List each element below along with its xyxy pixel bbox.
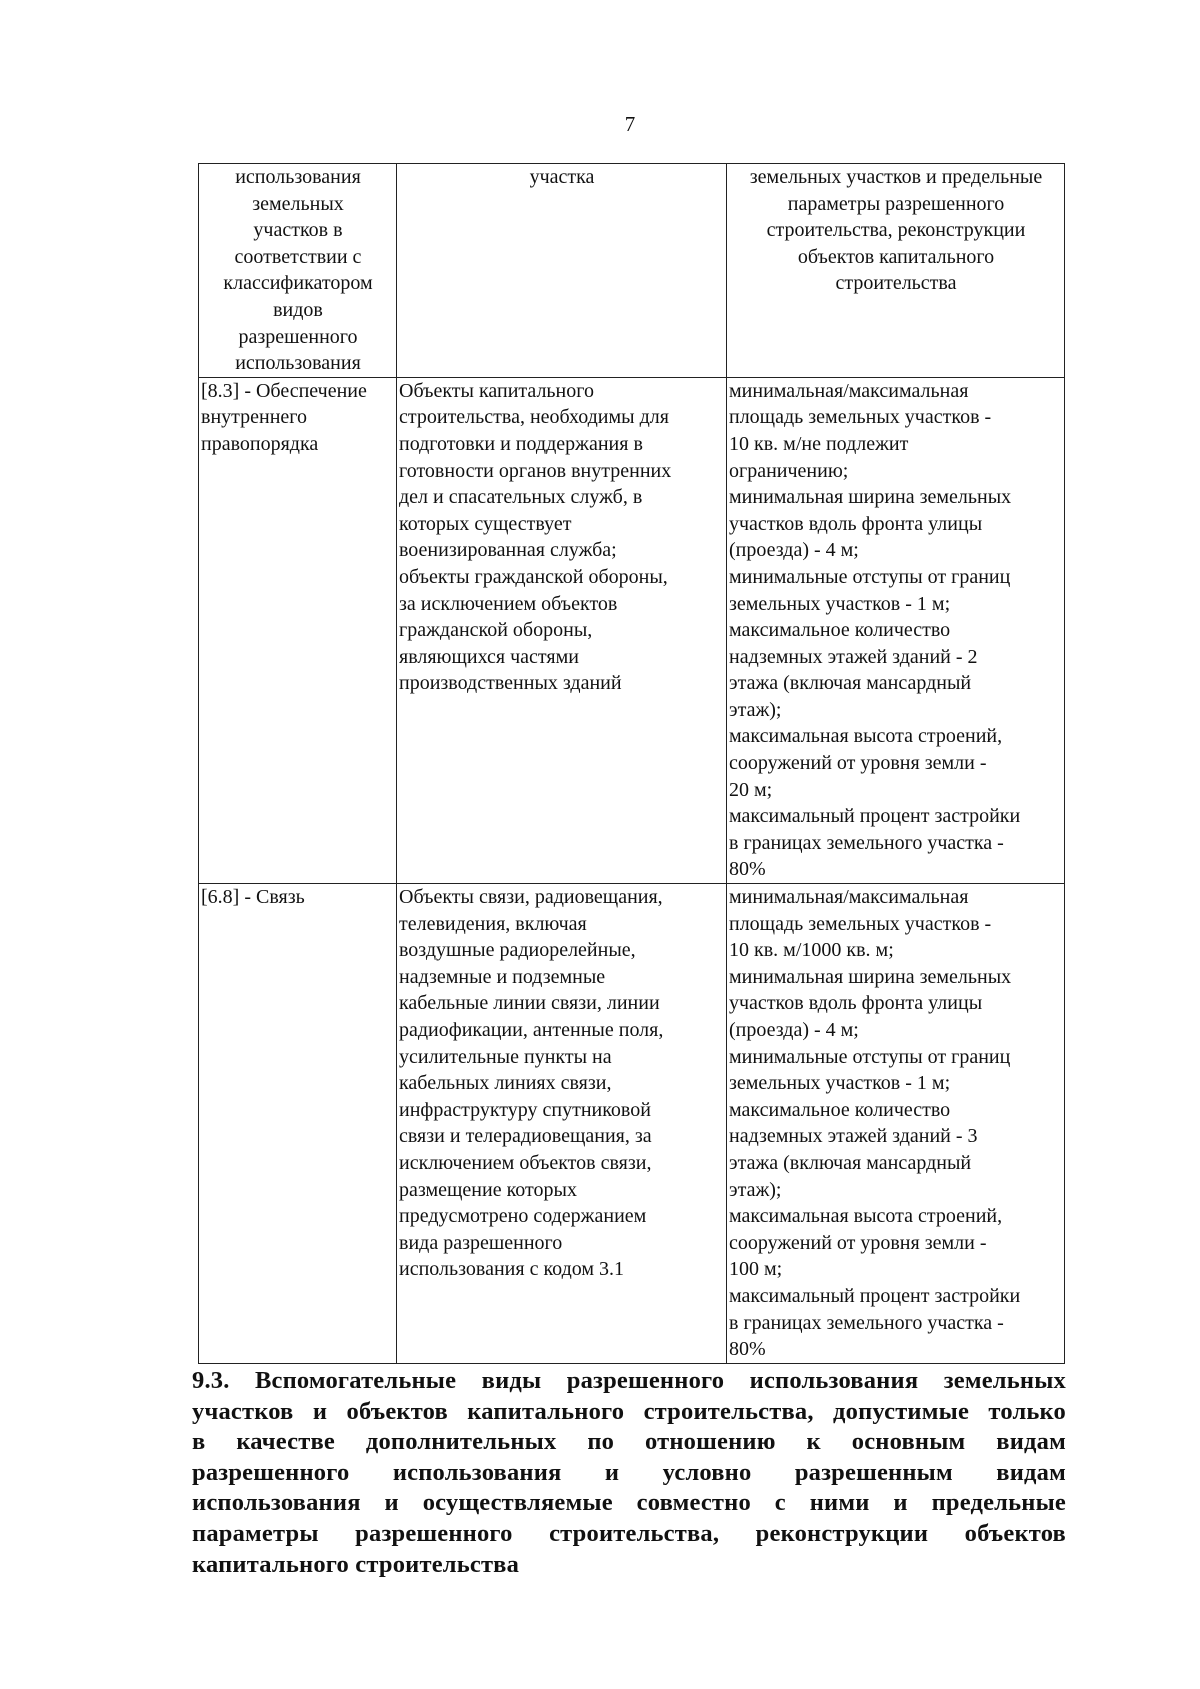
cell-text xyxy=(201,378,395,458)
cell-line: минимальная/максимальная xyxy=(729,886,969,909)
cell-code xyxy=(199,884,397,1364)
cell-line: минимальная/максимальная xyxy=(729,379,969,402)
cell-line: воздушные радиорелейные, xyxy=(399,939,636,962)
cell-line: (проезда) - 4 м; xyxy=(729,1019,859,1041)
heading-line: разрешенного использования и условно разрешенным видам xyxy=(192,1458,1066,1486)
cell-line: правопорядка xyxy=(201,432,319,455)
cell-line: строительства, реконструкции xyxy=(766,219,1026,242)
cell-line: максимальная высота строений, xyxy=(729,725,1003,748)
section-heading xyxy=(192,1366,1066,1580)
cell-line: параметры разрешенного xyxy=(787,192,1005,215)
cell-line: кабельных линиях связи, xyxy=(399,1072,612,1095)
header-cell-parameters xyxy=(727,164,1065,378)
cell-line: классификатором xyxy=(223,272,373,295)
cell-line: сооружений от уровня земли - xyxy=(729,752,987,775)
table-row xyxy=(199,377,1065,883)
cell-text xyxy=(729,884,1063,1363)
cell-description xyxy=(397,377,727,883)
cell-line: использования xyxy=(235,166,361,188)
cell-line: 80% xyxy=(729,858,766,881)
cell-line: площадь земельных участков - xyxy=(729,406,992,429)
cell-description xyxy=(397,884,727,1364)
cell-line: инфраструктуру спутниковой xyxy=(399,1098,651,1121)
cell-line: 20 м; xyxy=(729,778,773,801)
cell-line: минимальная ширина земельных xyxy=(729,486,1012,509)
cell-line: телевидения, включая xyxy=(399,912,587,935)
cell-line: кабельные линии связи, линии xyxy=(399,992,660,1015)
cell-line: максимальный процент застройки xyxy=(729,805,1021,828)
cell-line: внутреннего xyxy=(201,406,307,429)
cell-line: подготовки и поддержания в xyxy=(399,432,643,455)
cell-line: строительства xyxy=(835,272,957,295)
cell-line: этаж); xyxy=(729,698,782,721)
cell-line: сооружений от уровня земли - xyxy=(729,1231,987,1254)
cell-line: участков в xyxy=(253,219,343,242)
cell-line: предусмотрено содержанием xyxy=(399,1205,647,1228)
cell-line: [6.8] - Связь xyxy=(201,886,305,909)
cell-line: 100 м; xyxy=(729,1258,783,1281)
cell-line: этаж); xyxy=(729,1178,782,1201)
cell-line: максимальное количество xyxy=(729,619,951,642)
table-header-row xyxy=(199,164,1065,378)
cell-text xyxy=(201,164,395,377)
cell-line: являющихся частями xyxy=(399,645,579,668)
cell-line: которых существует xyxy=(399,512,572,535)
cell-line: этажа (включая мансардный xyxy=(729,1151,972,1174)
cell-line: участков вдоль фронта улицы xyxy=(729,992,983,1015)
cell-line: участков вдоль фронта улицы xyxy=(729,512,983,535)
cell-line: Объекты капитального xyxy=(399,379,594,402)
cell-line: строительства, необходимы для xyxy=(399,406,669,429)
cell-line: минимальная ширина земельных xyxy=(729,965,1012,988)
heading-line: использования и осуществляемые совместно с ними и предельные xyxy=(192,1489,1066,1517)
cell-line: соответствии с xyxy=(234,245,362,268)
cell-line: усилительные пункты на xyxy=(399,1045,612,1068)
cell-text xyxy=(399,884,725,1283)
cell-line: минимальные отступы от границ xyxy=(729,565,1011,588)
cell-text xyxy=(399,378,725,697)
table-row xyxy=(199,884,1065,1364)
cell-line: 10 кв. м/1000 кв. м; xyxy=(729,939,894,962)
cell-line: ограничению; xyxy=(729,459,849,482)
header-cell-land-use-kind xyxy=(199,164,397,378)
cell-line: объектов капитального xyxy=(797,245,995,268)
cell-line: минимальные отступы от границ xyxy=(729,1045,1011,1068)
heading-line: капитального строительства xyxy=(192,1550,520,1578)
cell-line: дел и спасательных служб, в xyxy=(399,486,643,509)
cell-line: связи и телерадиовещания, за xyxy=(399,1125,652,1148)
cell-line: размещение которых xyxy=(399,1178,577,1201)
cell-line: Объекты связи, радиовещания, xyxy=(399,886,663,909)
cell-line: исключением объектов связи, xyxy=(399,1151,652,1174)
heading-line: участков и объектов капитального строительства, допустимые только xyxy=(192,1397,1066,1425)
cell-line: земельных участков - 1 м; xyxy=(729,1072,951,1095)
cell-line: площадь земельных участков - xyxy=(729,912,992,935)
cell-text xyxy=(399,164,725,191)
cell-line: участка xyxy=(529,166,595,188)
heading-line: параметры разрешенного строительства, реконструкции объектов xyxy=(192,1519,1066,1547)
cell-line: вида разрешенного xyxy=(399,1231,563,1254)
cell-line: максимальная высота строений, xyxy=(729,1205,1003,1228)
cell-line: за исключением объектов xyxy=(399,592,618,615)
cell-line: земельных участков - 1 м; xyxy=(729,592,951,615)
cell-line: надземных этажей зданий - 3 xyxy=(729,1125,978,1148)
cell-text xyxy=(729,164,1063,297)
cell-code xyxy=(199,377,397,883)
cell-line: видов xyxy=(273,298,323,321)
cell-line: в границах земельного участка - xyxy=(729,1311,1004,1334)
cell-parameters xyxy=(727,377,1065,883)
cell-line: 80% xyxy=(729,1338,766,1361)
cell-line: (проезда) - 4 м; xyxy=(729,539,859,562)
cell-line: объекты гражданской обороны, xyxy=(399,565,668,588)
cell-line: гражданской обороны, xyxy=(399,619,593,642)
cell-line: в границах земельного участка - xyxy=(729,831,1004,854)
cell-line: надземные и подземные xyxy=(399,965,606,988)
cell-line: земельных участков и предельные xyxy=(749,166,1043,188)
cell-line: военизированная служба; xyxy=(399,539,617,562)
cell-parameters xyxy=(727,884,1065,1364)
cell-text xyxy=(729,378,1063,883)
cell-line: [8.3] - Обеспечение xyxy=(201,379,367,402)
cell-line: земельных xyxy=(252,192,344,215)
cell-text xyxy=(201,884,395,911)
cell-line: использования xyxy=(235,352,361,375)
cell-line: надземных этажей зданий - 2 xyxy=(729,645,978,668)
cell-line: этажа (включая мансардный xyxy=(729,672,972,695)
heading-line: в качестве дополнительных по отношению к основным видам xyxy=(192,1428,1066,1456)
cell-line: использования с кодом 3.1 xyxy=(399,1258,625,1281)
header-cell-plot xyxy=(397,164,727,378)
cell-line: разрешенного xyxy=(238,325,358,348)
cell-line: 10 кв. м/не подлежит xyxy=(729,432,909,455)
cell-line: готовности органов внутренних xyxy=(399,459,672,482)
page-number: 7 xyxy=(624,112,636,136)
cell-line: максимальный процент застройки xyxy=(729,1284,1021,1307)
cell-line: максимальное количество xyxy=(729,1098,951,1121)
land-use-table xyxy=(198,163,1065,1364)
cell-line: радиофикации, антенные поля, xyxy=(399,1019,664,1041)
cell-line: производственных зданий xyxy=(399,672,622,695)
heading-line: 9.3. Вспомогательные виды разрешенного использования земельных xyxy=(192,1367,1066,1394)
